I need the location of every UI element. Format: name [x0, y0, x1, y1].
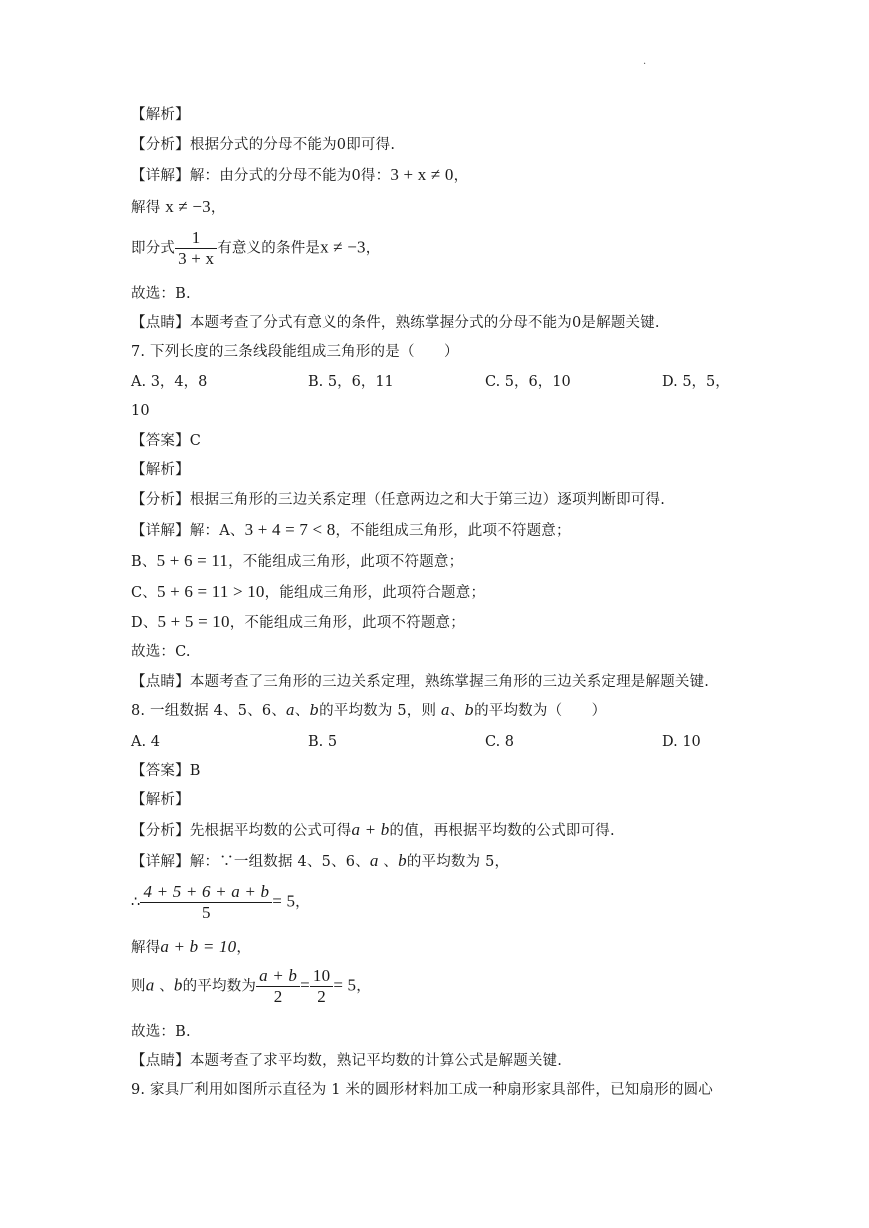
math-expression: = 5 [333, 975, 357, 995]
punctuation: ， [356, 978, 371, 995]
analysis-text: 先根据平均数的公式可得 [189, 823, 352, 839]
comment-text: 本题考查了求平均数，熟记平均数的计算公式是解题关键. [189, 1053, 563, 1069]
comment-text: 本题考查了三角形的三边关系定理，熟练掌握三角形的三边关系定理是解题关键. [189, 674, 710, 690]
fraction-numerator: 4 + 5 + 6 + a + b [140, 882, 272, 903]
fraction-numerator: 1 [175, 228, 217, 249]
variable-b: b [173, 975, 183, 995]
math-expression: 3 + x ≠ 0 [390, 165, 454, 184]
fraction-denominator: 2 [273, 987, 283, 1006]
analysis-text: 根据分式的分母不能为0即可得. [189, 137, 396, 153]
math-expression: 5 + 6 = 11 [156, 551, 229, 570]
punctuation: ， [295, 894, 310, 911]
analysis-text: 的值，再根据平均数的公式即可得. [389, 823, 615, 839]
q7-choice: 故选：C. [131, 644, 191, 660]
fraction-denominator: 2 [317, 987, 326, 1006]
q8-option-d: D. 10 [662, 734, 701, 750]
q6-jiexi-heading: 【解析】 [131, 107, 190, 123]
q7-answer: 【答案】C [131, 433, 202, 449]
q7-stem: 7. 下列长度的三条线段能组成三角形的是（ ） [131, 344, 459, 360]
q8-option-a: A. 4 [131, 734, 160, 750]
equals-sign: = [300, 975, 310, 995]
comment-text: 本题考查了分式有意义的条件，熟练掌握分式的分母不能为0是解题关键. [189, 315, 660, 331]
q8-option-c: C. 8 [485, 734, 515, 750]
q8-jiexi-heading: 【解析】 [131, 792, 190, 808]
detail-conclusion: ，不能组成三角形，此项不符题意； [229, 615, 465, 631]
analysis-tag: 【分析】 [131, 823, 190, 839]
variable-a: a [441, 703, 450, 719]
q8-detail [131, 851, 509, 872]
fraction [310, 966, 333, 1007]
math-expression: 5 + 6 = 11 > 10 [157, 582, 265, 601]
fraction-suffix: 有意义的条件是 [217, 240, 321, 257]
result-text: 则 [131, 978, 146, 995]
variable-a: a [369, 851, 379, 870]
option-label: C、 [131, 585, 157, 601]
fraction [175, 228, 217, 269]
analysis-text: 根据三角形的三边关系定理（任意两边之和大于第三边）逐项判断即可得. [189, 492, 666, 508]
option-label: D、 [131, 615, 158, 631]
detail-tag: 【详解】 [131, 854, 190, 870]
q8-stem [131, 701, 606, 721]
q7-analysis [131, 490, 665, 510]
q7-detail-c [131, 582, 485, 603]
q8-result-line [131, 966, 371, 1007]
therefore-symbol: ∴ [131, 894, 141, 911]
punctuation: ， [236, 940, 252, 956]
q6-fraction-line [131, 228, 380, 269]
fraction [256, 966, 300, 1007]
detail-text: 的平均数为 5， [406, 854, 510, 870]
variable-b: b [464, 703, 475, 719]
q6-solve-line [131, 197, 226, 218]
punctuation: ， [210, 200, 226, 216]
fraction-prefix: 即分式 [131, 240, 176, 257]
punctuation: 、 [449, 703, 465, 719]
math-expression: x ≠ −3 [320, 237, 366, 257]
fraction-numerator: 10 [310, 966, 333, 987]
q7-detail-b [131, 551, 463, 572]
variable-a: a [145, 975, 155, 995]
q7-jiexi-heading: 【解析】 [131, 462, 190, 478]
comment-tag: 【点睛】 [131, 674, 190, 690]
punctuation: 、 [294, 703, 310, 719]
stem-text: 的平均数为 5，则 [319, 703, 437, 719]
q7-option-c: C. 5，6，10 [485, 374, 571, 390]
comment-tag: 【点睛】 [131, 1053, 190, 1069]
analysis-tag: 【分析】 [131, 492, 190, 508]
math-expression: 5 + 5 = 10 [157, 612, 230, 631]
variable-a: a [286, 703, 295, 719]
option-label: B、 [131, 554, 157, 570]
solve-text: 解得 [131, 200, 161, 216]
stem-text: 的平均数为（ ） [474, 703, 607, 719]
math-expression: 3 + 4 = 7 < 8 [244, 520, 336, 539]
fraction [140, 882, 272, 923]
q7-detail-a [131, 520, 571, 541]
detail-tag: 【详解】 [131, 168, 190, 184]
q7-option-d: D. 5，5， [662, 374, 730, 390]
detail-text: 解：由分式的分母不能为0得： [189, 168, 391, 184]
solve-text: 解得 [131, 940, 161, 956]
q6-analysis [131, 135, 395, 155]
fraction-numerator: a + b [256, 966, 300, 987]
q8-comment [131, 1051, 562, 1071]
math-expression: x ≠ −3 [165, 197, 211, 216]
math-expression: = 5 [272, 891, 296, 911]
detail-text: 解：∵一组数据 4、5、6、 [189, 854, 370, 870]
fraction-denominator: 5 [201, 903, 211, 922]
q7-option-d-wrap: 10 [131, 403, 150, 419]
detail-text: 解：A、 [189, 523, 245, 539]
analysis-tag: 【分析】 [131, 137, 190, 153]
q7-comment [131, 672, 709, 692]
header-dot: . [643, 56, 647, 67]
q6-detail [131, 165, 468, 186]
punctuation: ， [365, 240, 381, 257]
q8-analysis [131, 820, 615, 841]
stem-text: 8. 一组数据 4、5、6、 [131, 703, 287, 719]
q7-detail-d [131, 612, 465, 633]
q8-option-b: B. 5 [308, 734, 338, 750]
q8-choice: 故选：B. [131, 1024, 191, 1040]
q9-stem: 9. 家具厂利用如图所示直径为 1 米的圆形材料加工成一种扇形家具部件，已知扇形的圆心 [131, 1082, 713, 1098]
fraction-denominator: 3 + x [178, 249, 215, 268]
comment-tag: 【点睛】 [131, 315, 190, 331]
q7-option-a: A. 3，4，8 [131, 374, 208, 390]
detail-conclusion: ，能组成三角形，此项符合题意； [264, 585, 486, 601]
detail-tag: 【详解】 [131, 523, 190, 539]
q8-fraction-line [131, 882, 310, 923]
detail-conclusion: ，不能组成三角形，此项不符题意； [335, 523, 571, 539]
punctuation: 、 [154, 978, 174, 995]
q6-comment [131, 313, 660, 333]
variable-b: b [309, 703, 320, 719]
q8-solve-line [131, 937, 251, 958]
punctuation: ， [453, 168, 469, 184]
variable-b: b [398, 851, 407, 870]
math-expression: a + b = 10 [160, 937, 237, 956]
q7-option-b: B. 5，6，11 [308, 374, 394, 390]
punctuation: 、 [378, 854, 399, 870]
math-expression: a + b [351, 820, 390, 839]
detail-conclusion: ，不能组成三角形，此项不符题意； [228, 554, 464, 570]
q6-choice: 故选：B. [131, 286, 191, 302]
q8-answer: 【答案】B [131, 763, 201, 779]
result-text: 的平均数为 [182, 978, 257, 995]
